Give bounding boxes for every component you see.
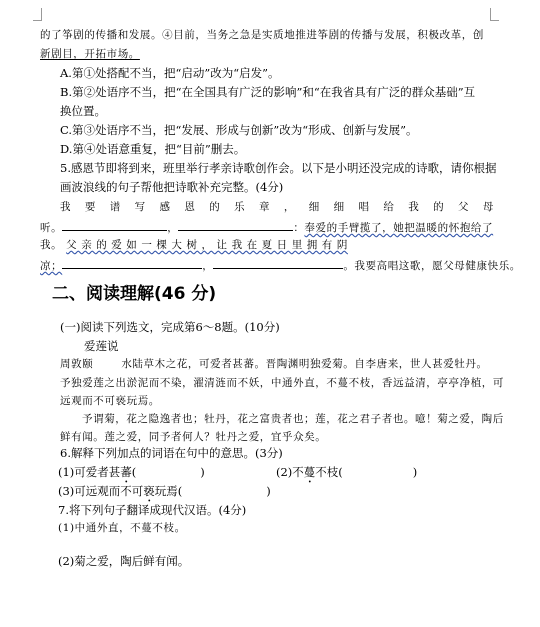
item-text: ): [412, 465, 418, 479]
question-6-item-2: [276, 464, 417, 486]
option-text: A.第①处搭配不当，把“启动”改为“启发”。: [60, 66, 280, 80]
option-a: [60, 65, 279, 81]
poem-line: [40, 237, 348, 253]
passage-text: 予谓菊，花之隐逸者也；牡丹，花之富贵者也；莲，花之君子者也。噫！菊之爱，陶后: [82, 413, 504, 425]
option-text: D.第④处语意重复，把“目前”删去。: [60, 142, 246, 156]
dotted-word: 蔓: [303, 465, 316, 479]
text-line: [40, 27, 484, 43]
page-corner-mark: [33, 8, 42, 21]
item-text: (2)菊之爱，陶后鲜有闻。: [58, 554, 190, 568]
poem-text: 听。: [40, 222, 63, 234]
passage-line: [60, 429, 326, 445]
wavy-underlined-text: 奉爱的手臂揽了，她把温暖的怀抱给了: [304, 222, 494, 234]
poem-line: [60, 199, 494, 215]
item-text: (1)中通外直，不蔓不枝。: [58, 522, 186, 534]
item-text: (2)不: [276, 465, 304, 479]
option-text: C.第③处语序不当，把“发展、形成与创新”改为“形成、创新与发展”。: [60, 123, 418, 137]
option-text: 换位置。: [60, 104, 106, 118]
passage-line: [60, 356, 488, 372]
passage-text: 水陆草木之花，可爱者甚蕃。晋陶渊明独爱菊。自李唐来，世人甚爱牡丹。: [121, 358, 488, 370]
item-text: ): [266, 484, 271, 498]
dotted-word: 亵: [143, 484, 155, 498]
paragraph-text: 的了筝剧的传播和发展。④目前，当务之急是实质地推进筝剧的传播与发展，积极改革，创: [40, 29, 484, 41]
poem-line: 凉； ， 。我要高唱这歌，愿父母健康快乐。: [40, 256, 521, 274]
question-text: 7.将下列句子翻译成现代汉语。(4分): [58, 503, 247, 517]
item-text: ): [200, 465, 205, 479]
page-corner-mark: [490, 8, 499, 21]
question-7-item-2: [58, 553, 189, 569]
passage-line: [60, 375, 504, 391]
item-text: 不枝(: [315, 465, 343, 479]
question-6-stem: [60, 445, 283, 461]
passage-line: [60, 393, 160, 409]
passage-author: 周敦颐: [60, 358, 94, 370]
poem-text: 我。: [40, 239, 63, 251]
item-text: (: [131, 465, 137, 479]
item-text: (1)可爱者甚: [58, 465, 121, 479]
answer-blank[interactable]: [62, 218, 167, 231]
passage-text: 予独爱莲之出淤泥而不染，濯清涟而不妖，中通外直，不蔓不枝，香远益清，亭亭净植，可: [60, 377, 504, 389]
option-c: [60, 122, 418, 138]
passage-title: [84, 338, 119, 354]
paragraph-text: 新剧目，开拓市场。: [40, 48, 140, 60]
answer-blank[interactable]: [213, 256, 343, 269]
poem-text: 。我要高唱这歌，愿父母健康快乐。: [343, 260, 521, 272]
text-line: [40, 46, 140, 62]
question-7-item-1: [58, 520, 186, 536]
answer-blank[interactable]: [178, 218, 293, 231]
question-7-stem: [58, 502, 246, 518]
question-text: 画波浪线的句子帮他把诗歌补充完整。(4分): [60, 180, 284, 194]
passage-line: [82, 411, 504, 427]
option-text: B.第②处语序不当，把“在全国具有广泛的影响”和“在我省具有广泛的群众基础”互: [60, 85, 476, 99]
option-b-continued: [60, 103, 106, 119]
passage-text: 远观而不可亵玩焉。: [60, 395, 160, 407]
question-5-stem-continued: [60, 179, 283, 195]
option-b: [60, 84, 475, 100]
passage-text: 鲜有闻。莲之爱，同予者何人？牡丹之爱，宜乎众矣。: [60, 431, 327, 443]
item-text: 玩焉(: [154, 484, 183, 498]
question-text: 5.感恩节即将到来，班里举行孝亲诗歌创作会。以下是小明还没完成的诗歌，请你根据: [60, 161, 497, 175]
poem-text: 我 要 谱 写 感 恩 的 乐 章 ， 细 细 唱 给 我 的 父 母: [60, 201, 494, 213]
item-text: (3)可远观而不可: [58, 484, 144, 498]
passage-title-text: 爱莲说: [84, 339, 119, 353]
wavy-underlined-text: 凉；: [40, 260, 63, 272]
question-text: 6.解释下列加点的词语在句中的意思。(3分): [60, 446, 283, 460]
dotted-word: 蕃: [120, 465, 132, 479]
poem-line: 听。 ， ：奉爱的手臂揽了，她把温暖的怀抱给了: [40, 218, 493, 236]
section-heading: 二、阅读理解(46 分): [52, 284, 217, 304]
wavy-underlined-text: 父 亲 的 爱 如 一 棵 大 树 ， 让 我 在 夏 日 里 拥 有 阴: [66, 239, 348, 251]
answer-blank[interactable]: [62, 256, 202, 269]
option-d: [60, 141, 245, 157]
reading-intro-text: (一)阅读下列选文，完成第6～8题。(10分): [60, 320, 280, 334]
reading-intro: [60, 319, 280, 335]
question-5-stem: [60, 160, 496, 176]
